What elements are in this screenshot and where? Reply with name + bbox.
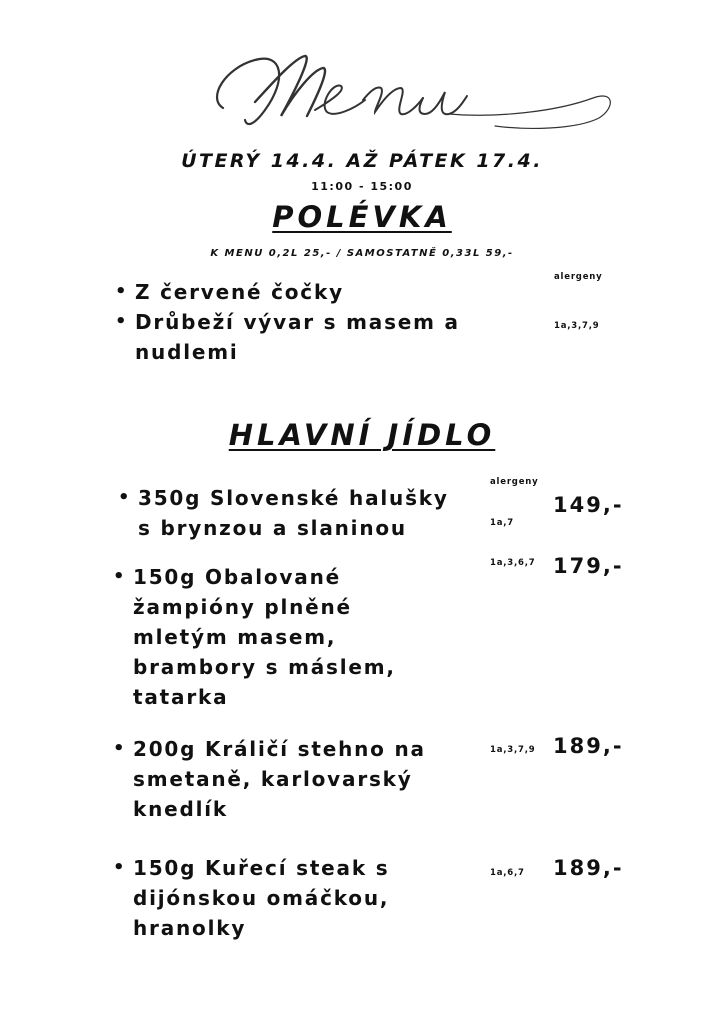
bullet-icon: • (113, 738, 127, 759)
menu-script-logo (195, 40, 625, 150)
dish-allergens: 1a,3,7,9 (490, 745, 536, 755)
soup-item-name-line: Drůbeží vývar s masem a (135, 310, 460, 334)
main-dish-item (113, 853, 390, 943)
opening-hours: 11:00 - 15:00 (311, 180, 413, 193)
dish-name-line: brambory s máslem, (133, 655, 396, 679)
bullet-icon: • (115, 281, 129, 302)
dish-name-line: 200g Králičí stehno na (133, 737, 426, 761)
dish-price: 189,- (553, 734, 624, 758)
date-range: ÚTERÝ 14.4. AŽ PÁTEK 17.4. (181, 150, 543, 172)
dish-name-line: 350g Slovenské halušky (138, 486, 449, 510)
soup-item (115, 307, 460, 367)
dish-name-line: s brynzou a slaninou (138, 516, 407, 540)
dish-name-line: 150g Obalované (133, 565, 341, 589)
soup-section-title: POLÉVKA (272, 200, 452, 234)
main-dish-item (118, 483, 449, 543)
dish-price: 149,- (553, 493, 624, 517)
dish-name-line: dijónskou omáčkou, (133, 886, 390, 910)
dish-price: 179,- (553, 554, 624, 578)
dish-allergens: 1a,6,7 (490, 868, 525, 878)
dish-allergens: 1a,3,6,7 (490, 558, 536, 568)
soup-item-name-line: nudlemi (135, 340, 239, 364)
soup-pricing-note: K MENU 0,2L 25,- / SAMOSTATNĚ 0,33L 59,- (210, 248, 514, 259)
main-dish-item (113, 734, 426, 824)
dish-name-line: smetaně, karlovarský (133, 767, 413, 791)
soup-item-name: Z červené čočky (135, 280, 344, 304)
soup-item (115, 277, 344, 307)
bullet-icon: • (118, 487, 132, 508)
dish-name-line: 150g Kuřecí steak s (133, 856, 390, 880)
dish-name-line: hranolky (133, 916, 247, 940)
main-dish-item (113, 562, 396, 712)
soup-allergen-header: alergeny (554, 272, 603, 282)
dish-price: 189,- (553, 856, 624, 880)
main-section-title: HLAVNÍ JÍDLO (228, 418, 496, 452)
soup-item-allergens: 1a,3,7,9 (554, 321, 600, 331)
main-allergen-header: alergeny (490, 477, 539, 487)
dish-name-line: mletým masem, (133, 625, 337, 649)
dish-name-line: knedlík (133, 797, 229, 821)
dish-name-line: žampióny plněné (133, 595, 352, 619)
bullet-icon: • (115, 311, 129, 332)
menu-logo (195, 40, 625, 150)
bullet-icon: • (113, 857, 127, 878)
dish-name-line: tatarka (133, 685, 229, 709)
dish-allergens: 1a,7 (490, 518, 514, 528)
bullet-icon: • (113, 566, 127, 587)
